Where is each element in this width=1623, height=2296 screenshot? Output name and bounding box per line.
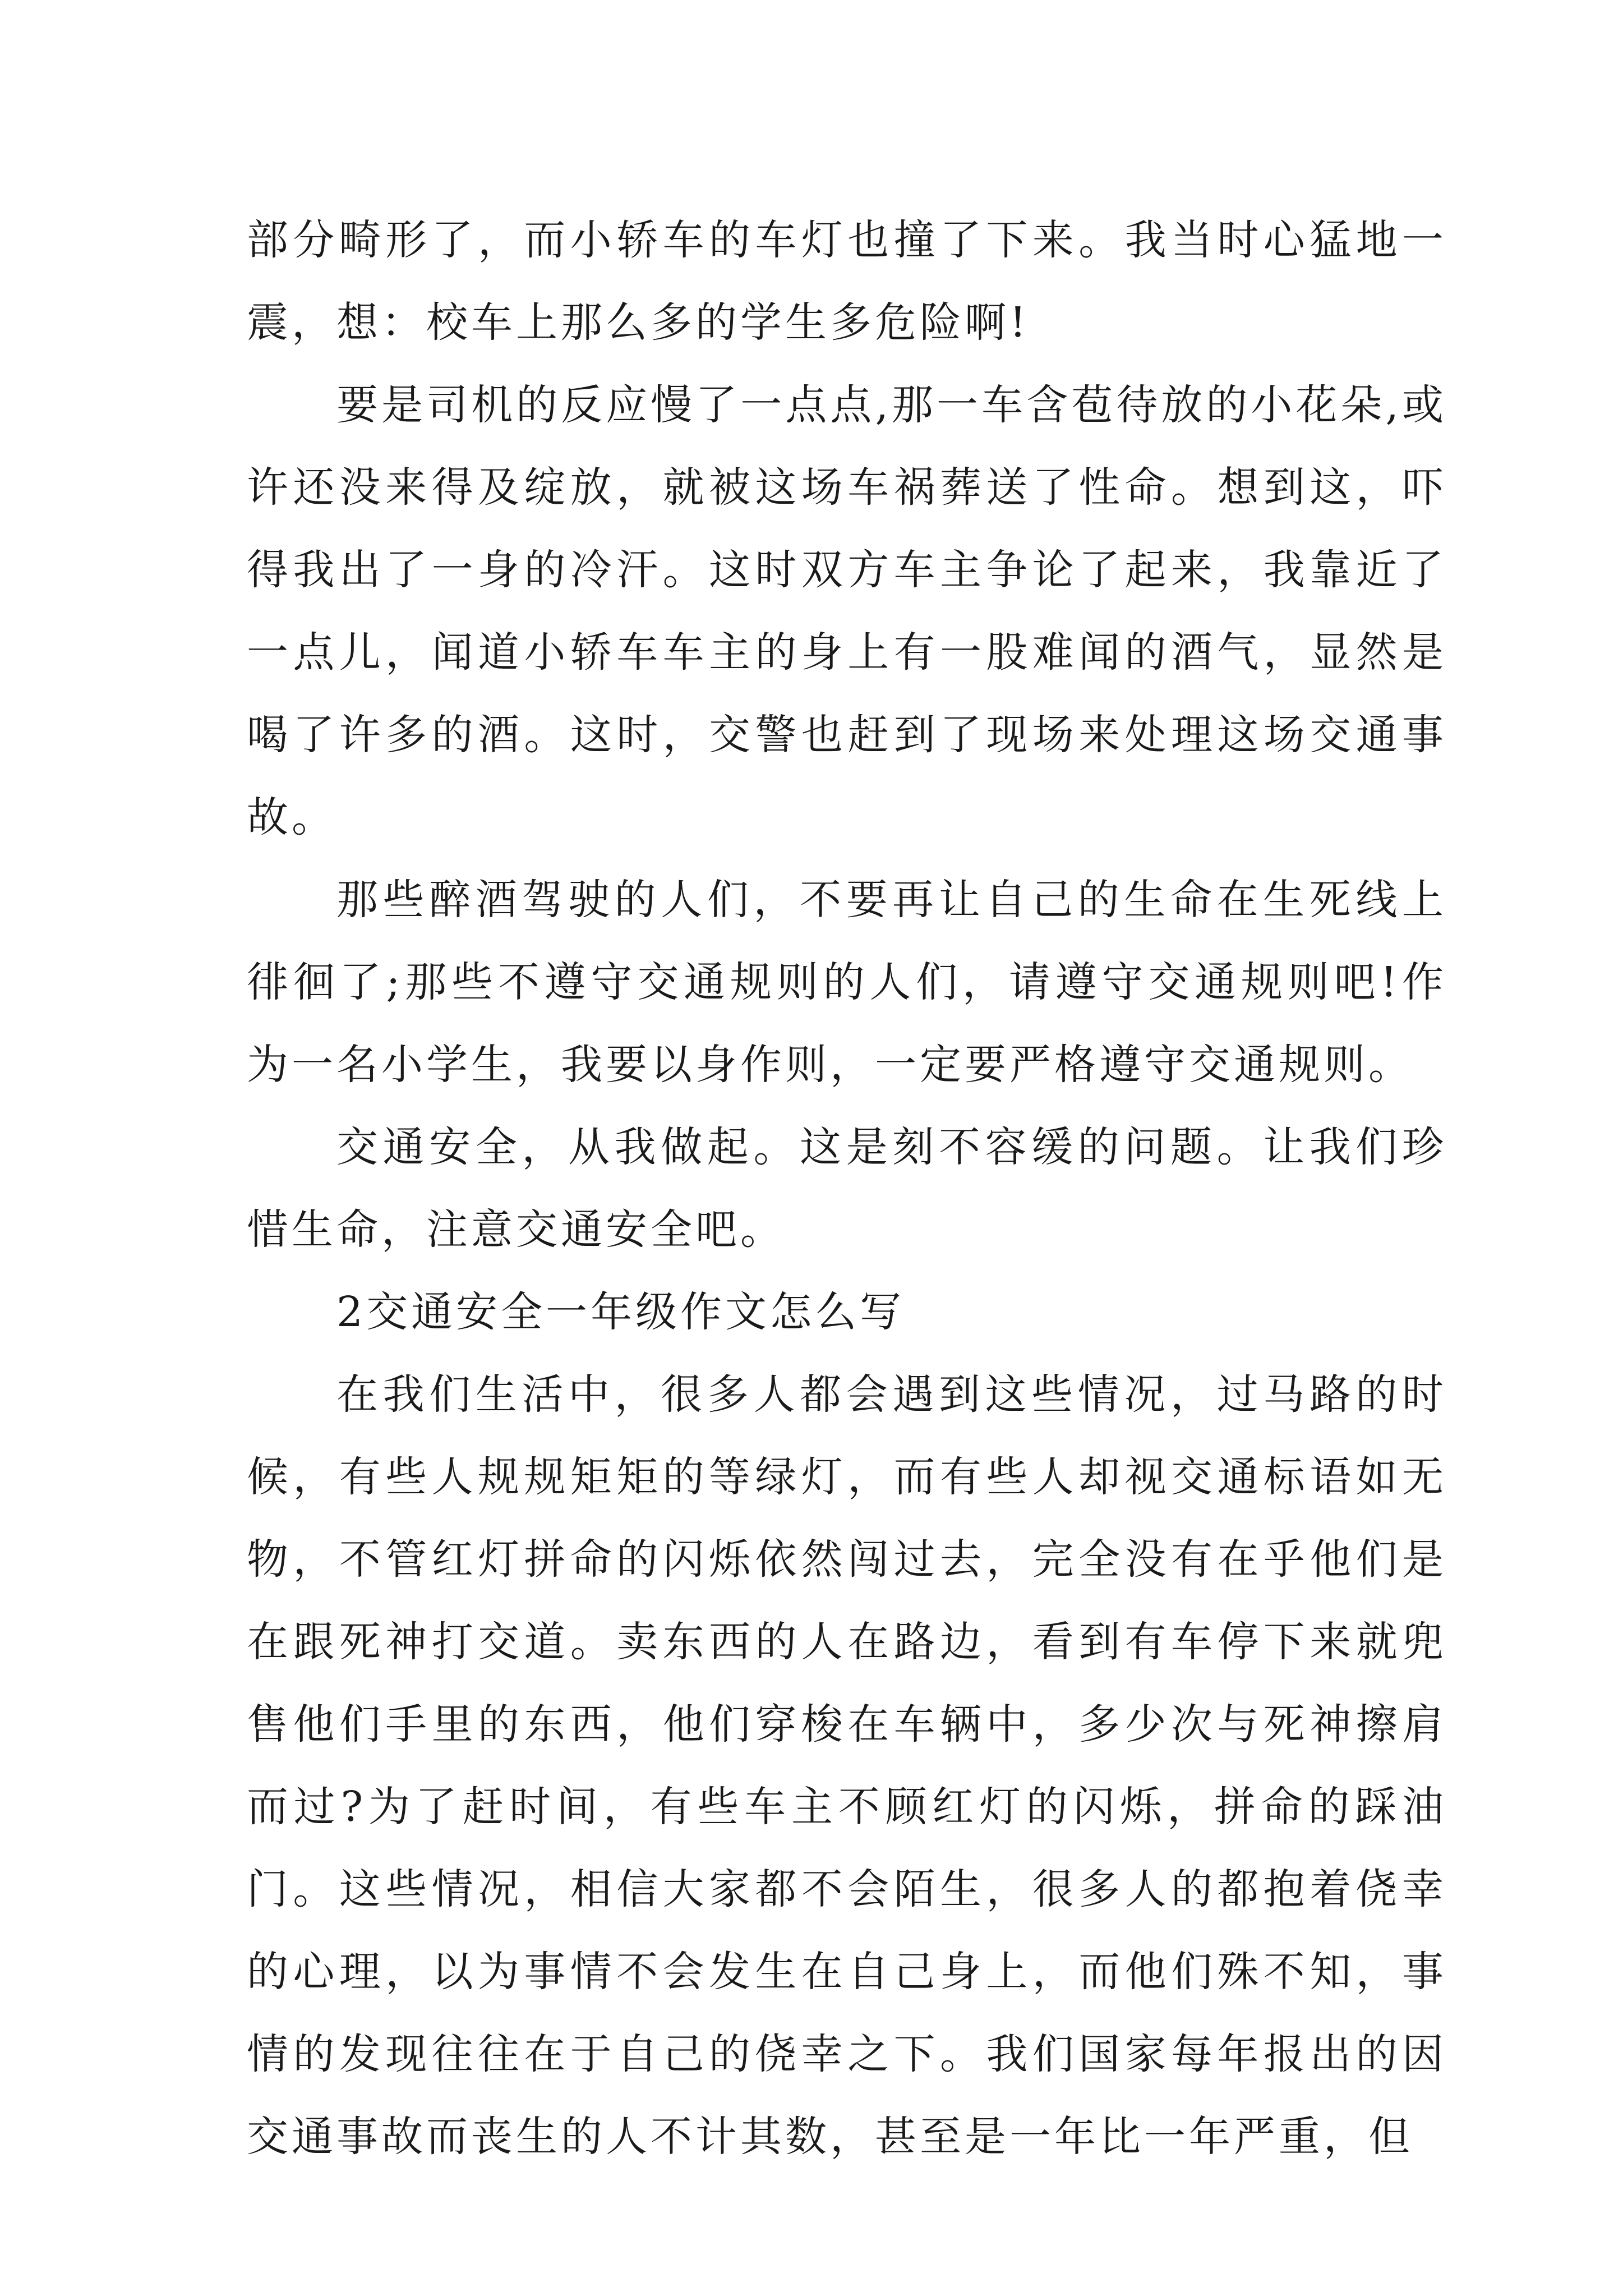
section-heading: 2交通安全一年级作文怎么写 xyxy=(336,1288,905,1336)
paragraph-3: 那些醉酒驾驶的人们，不要再让自己的生命在生死线上徘徊了;那些不遵守交通规则的人们，请遵守交通规则吧!作为一名小学生，我要以身作则，一定要严格遵守交通规则。 xyxy=(247,876,1447,1089)
paragraph-2: 要是司机的反应慢了一点点,那一车含苞待放的小花朵,或许还没来得及绽放，就被这场车祸葬送了性命。想到这，吓得我出了一身的冷汗。这时双方车主争论了起来，我靠近了一点儿，闻道小轿车车主的身上有一股难闻的酒气，显然是喝了许多的酒。这时，交警也赶到了现场来处理这场交通事故。 xyxy=(247,381,1447,841)
document-body xyxy=(247,199,1447,2178)
paragraph-1: 部分畸形了，而小轿车的车灯也撞了下来。我当时心猛地一震，想：校车上那么多的学生多危险啊! xyxy=(247,216,1447,347)
paragraph-5: 在我们生活中，很多人都会遇到这些情况，过马路的时候，有些人规规矩矩的等绿灯，而有些人却视交通标语如无物，不管红灯拼命的闪烁依然闯过去，完全没有在乎他们是在跟死神打交道。卖东西的人在路边，看到有车停下来就兜售他们手里的东西，他们穿梭在车辆中，多少次与死神擦肩而过?为了赶时间，有些车主不顾红灯的闪烁，拼命的踩油门。这些情况，相信大家都不会陌生，很多人的都抱着侥幸的心理，以为事情不会发生在自己身上，而他们殊不知，事情的发现往往在于自己的侥幸之下。我们国家每年报出的因交通事故而丧生的人不计其数，甚至是一年比一年严重，但 xyxy=(247,1370,1447,2161)
paragraph-4: 交通安全，从我做起。这是刻不容缓的问题。让我们珍惜生命，注意交通安全吧。 xyxy=(247,1123,1447,1254)
